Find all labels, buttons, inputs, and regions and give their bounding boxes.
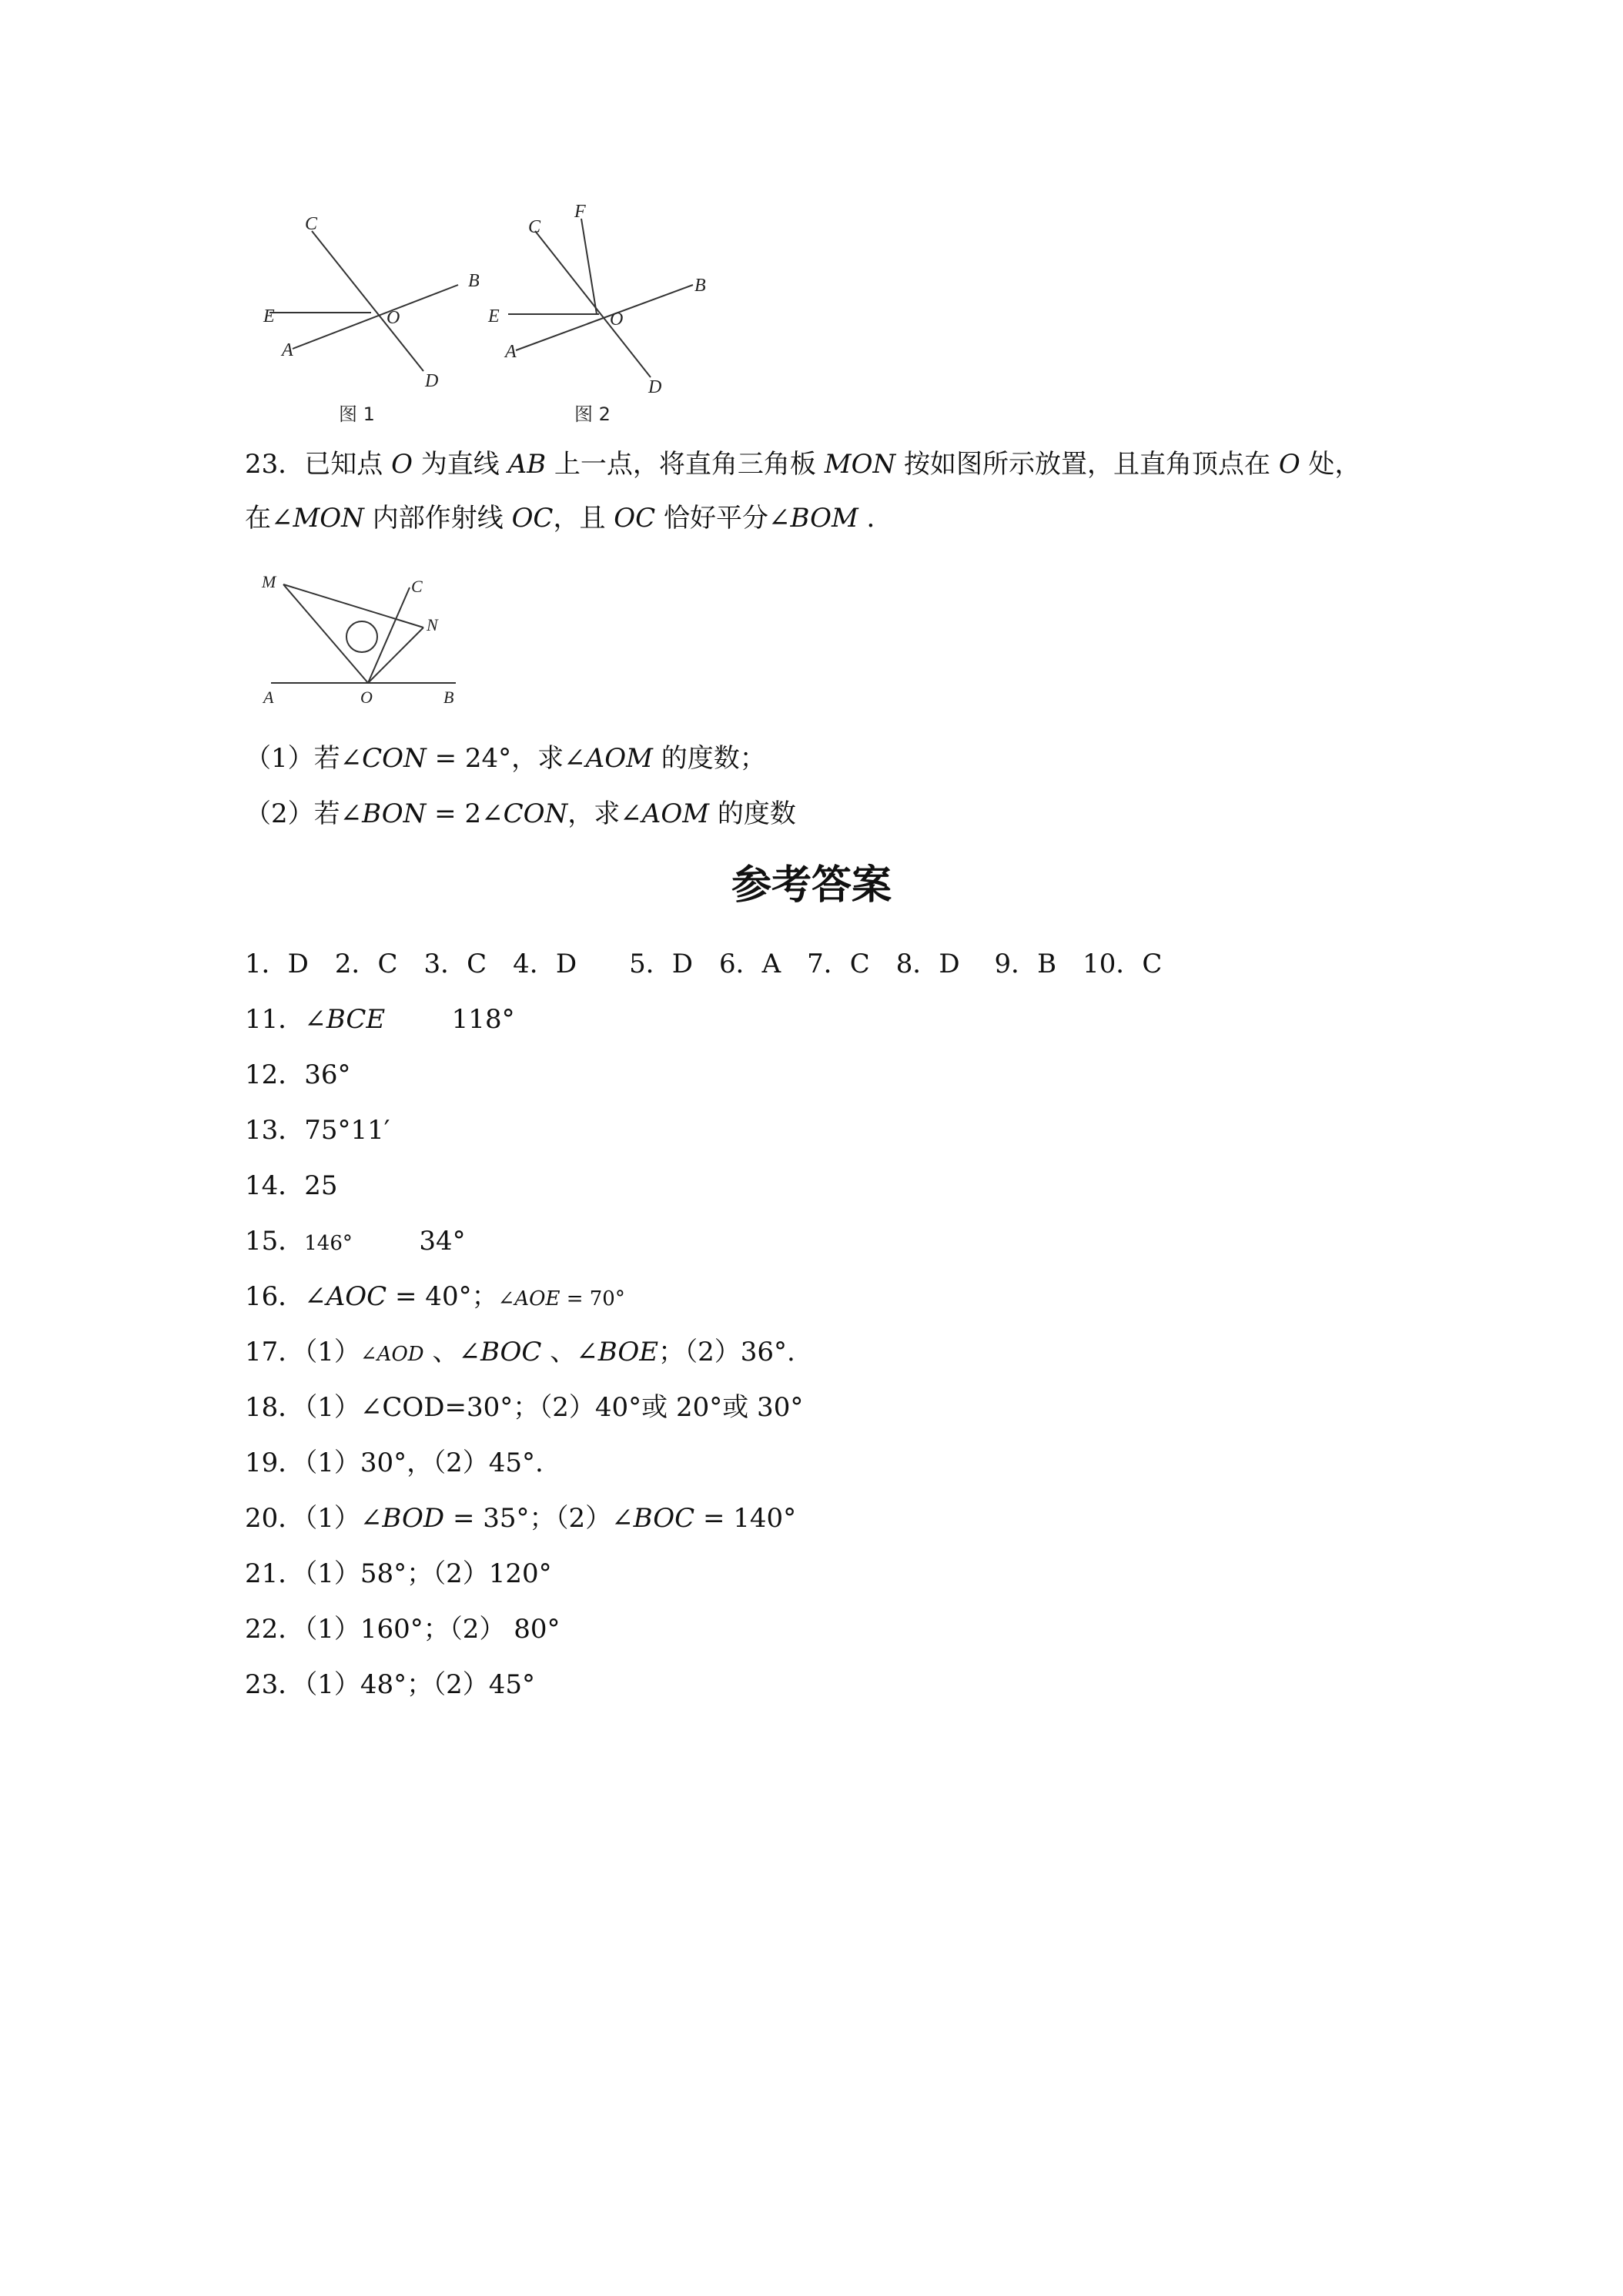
label-b: B (694, 276, 706, 296)
answer-19: 19．（1）30°，（2）45°. (245, 1448, 544, 1478)
question-23-line-1 (245, 449, 1361, 480)
figure-2-caption: 图 2 (574, 403, 611, 425)
label-f: F (574, 202, 586, 222)
text-run: 在 (245, 503, 271, 534)
text-run: （2）若 (245, 798, 340, 829)
label-m: M (262, 572, 276, 591)
text-run: ，求∠ (567, 798, 642, 829)
question-number: 23． (245, 449, 305, 480)
text-run: 34° (352, 1226, 466, 1257)
text-run: = 24°，求∠ (426, 743, 586, 774)
label-e: E (488, 306, 500, 326)
label-b: B (468, 271, 480, 291)
side-on (368, 628, 423, 683)
answer-18: 18．（1）∠COD=30°；（2）40°或 20°或 30° (245, 1392, 804, 1423)
label-b: B (443, 688, 454, 707)
text-run: 按如图所示放置，且直角顶点在 (895, 449, 1279, 480)
question-23-part-1 (245, 743, 766, 774)
text-run: 16． (245, 1281, 305, 1312)
text-run: OC (511, 503, 554, 534)
text-run: MON (824, 449, 896, 480)
text-run: 内部作射线 (363, 503, 512, 534)
label-e: E (263, 306, 275, 326)
text-run: ∠BOC (611, 1503, 695, 1534)
text-run: 20．（1） (245, 1503, 360, 1534)
text-run: 17．（1） (245, 1337, 360, 1367)
label-c: C (411, 577, 423, 596)
text-run: AOM (641, 798, 710, 829)
label-a: A (263, 688, 274, 707)
answer-20 (245, 1503, 796, 1534)
triangle-hole (346, 621, 377, 652)
text-run: 的度数； (652, 743, 766, 774)
label-o: O (387, 308, 400, 328)
text-run: ． (858, 503, 893, 534)
text-run: 15． (245, 1226, 305, 1257)
text-run: ，且 (553, 503, 614, 534)
text-run: ∠BON (340, 798, 427, 829)
text-run: = 40°； (387, 1281, 498, 1312)
text-run: 恰好平分 (655, 503, 768, 534)
line-ab (516, 285, 693, 350)
text-run: 的度数 (709, 798, 796, 829)
text-run: ∠BCE (304, 1004, 386, 1035)
text-run: 为直线 (412, 449, 508, 480)
answer-11 (245, 1004, 515, 1035)
text-run: AB (507, 449, 547, 480)
label-d: D (648, 377, 662, 397)
text-run: ∠BOC (458, 1337, 542, 1367)
line-ab (293, 285, 458, 349)
question-23-text-1 (304, 449, 1360, 480)
answer-1-10: 1．D 2．C 3．C 4．D 5．D 6．A 7．C 8．D 9．B 10．C (245, 949, 1163, 979)
answer-title: 参考答案 (731, 862, 892, 909)
text-run: 上一点，将直角三角板 (546, 449, 825, 480)
text-run: O (1278, 449, 1300, 480)
answer-22: 22．（1）160°；（2） 80° (245, 1614, 561, 1645)
answer-15 (245, 1226, 466, 1259)
text-run: ∠AOE (497, 1287, 561, 1310)
label-d: D (425, 371, 439, 391)
figure-1 (246, 208, 493, 431)
text-run: OC (614, 503, 656, 534)
text-run: = 140° (694, 1503, 797, 1534)
line-cd (312, 231, 423, 371)
answer-12: 12．36° (245, 1059, 351, 1090)
figure-1-caption: 图 1 (339, 403, 375, 425)
label-a: A (505, 342, 517, 362)
text-run: O (391, 449, 413, 480)
label-o: O (360, 688, 373, 707)
figure-2 (477, 200, 724, 431)
answer-17 (245, 1337, 795, 1370)
label-c: C (305, 214, 318, 234)
text-run: 118° (385, 1004, 515, 1035)
text-run: ∠BOD (360, 1503, 445, 1534)
text-run: 、 (423, 1337, 459, 1367)
text-run: ∠CON (340, 743, 427, 774)
text-run: 、 (541, 1337, 577, 1367)
text-run: = 35°；（2） (444, 1503, 612, 1534)
answer-21: 21．（1）58°；（2）120° (245, 1558, 552, 1589)
question-23-part-2 (245, 798, 796, 829)
question-23-line-2 (245, 503, 893, 534)
ray-oc (368, 587, 410, 683)
text-run: ∠AOD (360, 1343, 424, 1366)
label-a: A (282, 340, 293, 360)
answer-13: 13．75°11′ (245, 1115, 390, 1146)
text-run: ∠BOE (576, 1337, 659, 1367)
line-cd (535, 231, 651, 377)
figure-3-triangle (246, 566, 508, 708)
text-run: = 2 (426, 798, 482, 829)
text-run: ；（2）36°. (658, 1337, 795, 1367)
label-c: C (528, 217, 541, 237)
text-run: ∠CON (481, 798, 568, 829)
text-run: ∠AOC (304, 1281, 387, 1312)
label-o: O (610, 310, 624, 330)
side-mo (283, 584, 368, 683)
answer-23: 23．（1）48°；（2）45° (245, 1669, 536, 1700)
text-run: = 70° (560, 1287, 625, 1310)
text-run: 处， (1300, 449, 1361, 480)
text-run: 已知点 (304, 449, 392, 480)
text-run: ∠BOM (768, 503, 858, 534)
text-run: 11． (245, 1004, 305, 1035)
answer-14: 14．25 (245, 1170, 338, 1201)
answer-16 (245, 1281, 625, 1314)
side-mn (283, 584, 423, 628)
text-run: （1）若 (245, 743, 340, 774)
text-run: AOM (585, 743, 653, 774)
question-23-text-2 (245, 503, 893, 534)
label-n: N (427, 615, 438, 634)
text-run: 146° (304, 1232, 353, 1255)
text-run: ∠MON (271, 503, 364, 534)
